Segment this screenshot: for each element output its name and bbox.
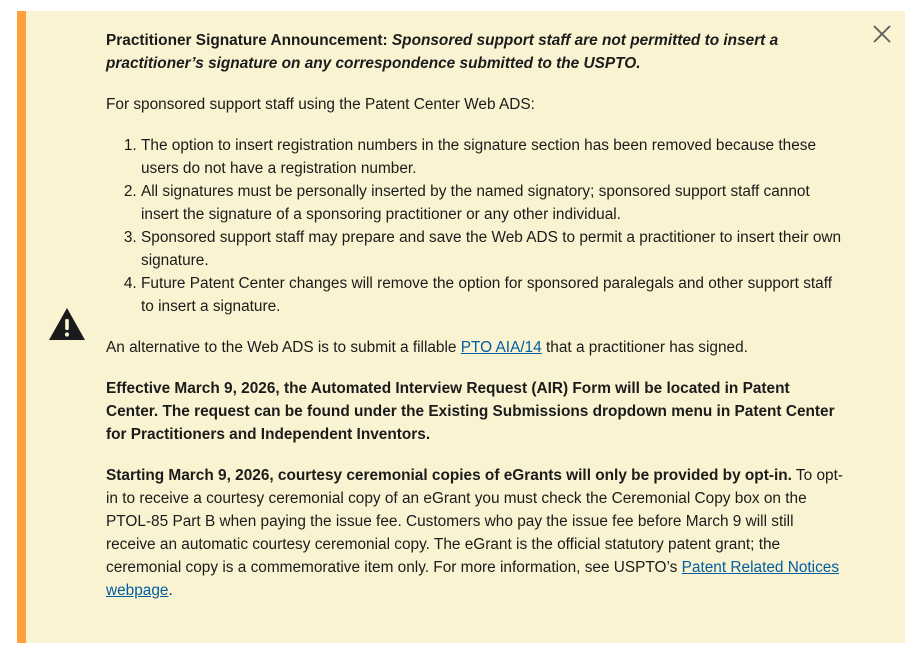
egrant-notice-end: . [168,582,173,599]
intro-text: For sponsored support staff using the Patent Center Web ADS: [106,96,535,113]
patent-related-notices-link[interactable]: Patent Related Notices webpage [106,559,840,599]
egrant-notice [106,464,846,602]
egrant-notice-heading: Starting March 9, 2026, courtesy ceremonial copies of eGrants will only be provided by opt-in. [106,467,792,484]
warning-icon [47,306,87,342]
list-item: 1. The option to insert registration numbers in the signature section has been removed because these users do not have a registration number. [141,134,846,180]
alternative-text-before: An alternative to the Web ADS is to submit a fillable [106,339,461,356]
list-item: 3. Sponsored support staff may prepare and save the Web ADS to permit a practitioner to insert their own signature. [141,226,846,272]
announcement-heading-italic: Sponsored support staff are not permitted to insert a practitioner’s signature on any correspondence submitted to the USPTO. [106,32,779,72]
announcement-alert [17,11,905,643]
announcement-paragraph [106,29,846,75]
pto-aia-14-link[interactable]: PTO AIA/14 [460,339,542,356]
alternative-text-after: that a practitioner has signed. [541,339,748,356]
announcement-heading: Practitioner Signature Announcement: [106,32,388,49]
list-item: 2. All signatures must be personally inserted by the named signatory; sponsored support staff cannot insert the signature of a sponsoring practitioner or any other individual. [141,180,846,226]
list-item: 4. Future Patent Center changes will remove the option for sponsored paralegals and other support staff to insert a signature. [141,272,846,318]
alert-content [106,29,846,620]
air-notice: Effective March 9, 2026, the Automated Interview Request (AIR) Form will be located in Patent Center. The request can be found under the Existing Submissions dropdown menu in Patent Center for Practitioners and Independent Inventors. [106,380,835,443]
alternative-paragraph [106,336,846,359]
signature-rules-list [106,134,846,318]
close-icon[interactable] [870,22,894,46]
egrant-notice-text: To opt-in to receive a courtesy ceremonial copy of an eGrant you must check the Ceremonial Copy box on the PTOL-85 Part B when paying the issue fee. Customers who pay the issue fee before March 9 will still receive an automatic courtesy ceremonial copy. The eGrant is the official statutory patent grant; the ceremonial copy is a commemorative item only. For more information, see USPTO’s [106,467,843,576]
alert-accent-bar [17,11,26,643]
